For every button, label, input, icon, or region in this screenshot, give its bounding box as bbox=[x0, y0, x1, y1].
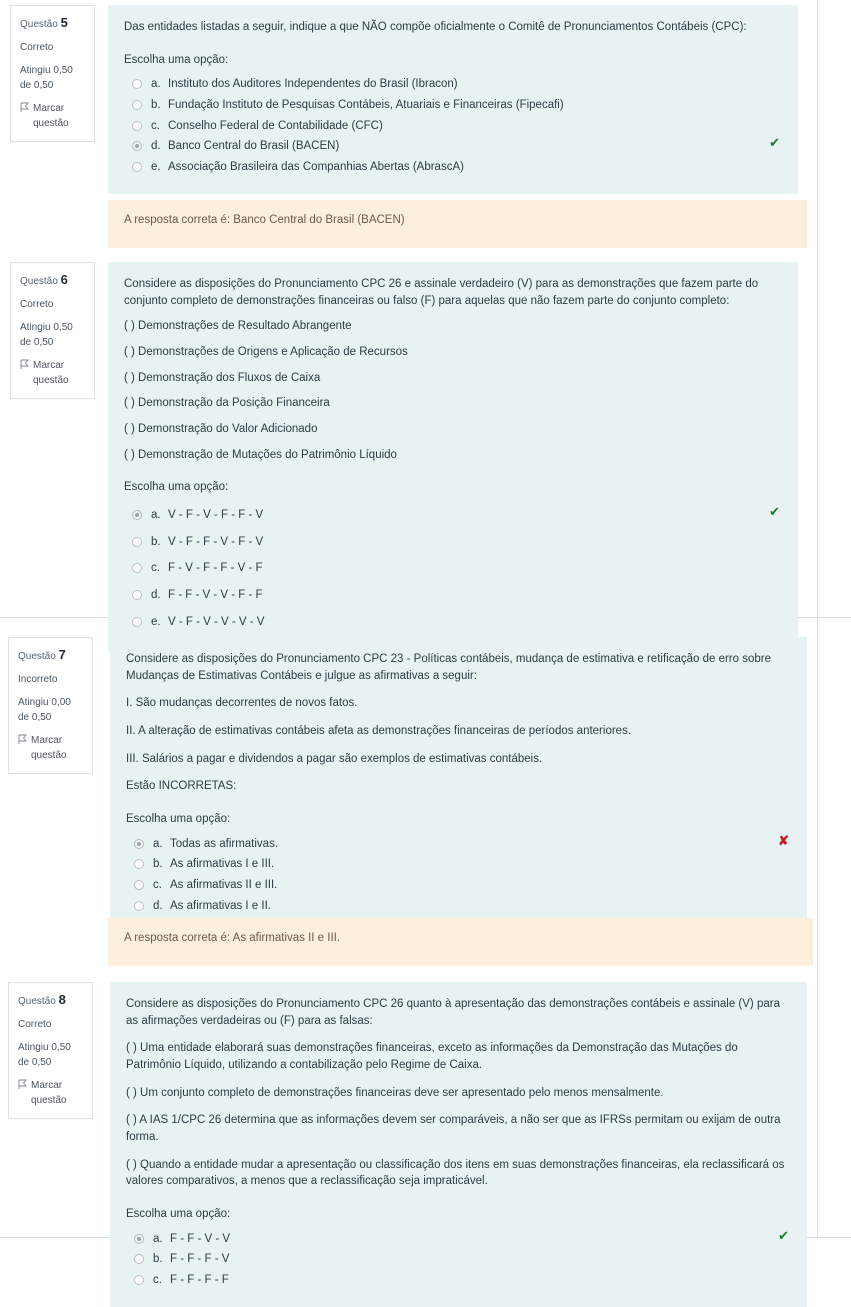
answer-option-b[interactable] bbox=[126, 1249, 789, 1270]
choose-option-prompt-5: Escolha uma opção: bbox=[124, 53, 229, 66]
answer-letter: b. bbox=[151, 535, 161, 548]
answer-letter: b. bbox=[151, 99, 161, 112]
question-word: Questão bbox=[20, 276, 58, 287]
flag-label-line1: Marcar bbox=[31, 1079, 63, 1091]
stem-line: ( ) Demonstrações de Resultado Abrangente bbox=[124, 320, 352, 333]
answer-option-a[interactable] bbox=[124, 74, 780, 95]
answer-text: Associação Brasileira das Companhias Abertas (AbrascA) bbox=[168, 161, 464, 174]
radio-a[interactable] bbox=[134, 1234, 144, 1244]
answer-text: As afirmativas I e III. bbox=[170, 858, 275, 871]
radio-d[interactable] bbox=[132, 590, 142, 600]
stem-line: ( ) Quando a entidade mudar a apresentação ou classificação dos itens em suas demonstrações financeiras, ela reclassificará os valores comparativos, a menos que a reclassificação seja impraticável. bbox=[126, 1158, 785, 1188]
question-content-6 bbox=[108, 262, 798, 651]
radio-a[interactable] bbox=[132, 510, 142, 520]
answer-option-d[interactable] bbox=[124, 582, 780, 609]
stem-line: Das entidades listadas a seguir, indique a que NÃO compõe oficialmente o Comitê de Pronunciamentos Contábeis (CPC): bbox=[124, 21, 747, 33]
question-block-8 bbox=[8, 982, 813, 1307]
answer-option-a[interactable] bbox=[124, 502, 780, 529]
answer-letter: c. bbox=[151, 119, 160, 132]
stem-line: II. A alteração de estimativas contábeis afeta as demonstrações financeiras de períodos anteriores. bbox=[126, 725, 632, 738]
question-content-5 bbox=[108, 5, 798, 194]
correct-icon: ✔ bbox=[769, 504, 780, 520]
question-state-7: Incorreto bbox=[18, 674, 58, 686]
radio-b[interactable] bbox=[132, 537, 142, 547]
stem-line: ( ) Um conjunto completo de demonstrações financeiras deve ser apresentado pelo menos mensalmente. bbox=[126, 1086, 664, 1099]
radio-c[interactable] bbox=[132, 563, 142, 573]
question-info-7 bbox=[8, 637, 93, 774]
answer-list-6 bbox=[124, 502, 780, 635]
flag-question-7[interactable] bbox=[18, 733, 83, 764]
question-grade-6: Atingiu 0,50 de 0,50 bbox=[20, 321, 73, 349]
radio-c[interactable] bbox=[134, 880, 144, 890]
question-stem-5 bbox=[124, 19, 780, 36]
radio-b[interactable] bbox=[134, 859, 144, 869]
answer-letter: e. bbox=[151, 161, 161, 174]
question-number-label-5 bbox=[20, 13, 85, 33]
answer-letter: e. bbox=[151, 615, 161, 628]
answer-text: Banco Central do Brasil (BACEN) bbox=[168, 140, 340, 153]
answer-letter: d. bbox=[153, 899, 163, 912]
question-state-8: Correto bbox=[18, 1019, 52, 1031]
answer-option-b[interactable] bbox=[124, 529, 780, 556]
incorrect-icon: ✘ bbox=[778, 832, 789, 848]
answer-option-e[interactable] bbox=[124, 609, 780, 636]
answer-letter: b. bbox=[153, 1253, 163, 1266]
flag-label-line2: questão bbox=[33, 118, 69, 130]
answer-letter: d. bbox=[151, 589, 161, 602]
answer-list-7 bbox=[126, 834, 789, 917]
flag-question-label-6 bbox=[33, 358, 85, 389]
flag-question-6[interactable] bbox=[20, 358, 85, 389]
question-number: 8 bbox=[58, 992, 67, 1007]
answer-option-a[interactable] bbox=[126, 834, 789, 855]
answer-text: V - F - V - V - V - V bbox=[168, 615, 265, 628]
question-number-label-7 bbox=[18, 645, 83, 665]
stem-line: Considere as disposições do Pronunciamento CPC 26 quanto à apresentação das demonstrações contábeis e assinale (V) para as afirmações verdadeiras ou (F) para as falsas: bbox=[126, 998, 780, 1027]
question-number: 6 bbox=[60, 272, 69, 287]
stem-line: ( ) Demonstração de Mutações do Patrimônio Líquido bbox=[124, 448, 397, 461]
flag-icon bbox=[18, 1079, 27, 1095]
stem-line: Considere as disposições do Pronunciamento CPC 26 e assinale verdadeiro (V) para as demonstrações que fazem parte do conjunto completo de demonstrações financeiras ou falso (F) para aquelas que não fazem parte do conjunto completo: bbox=[124, 278, 759, 307]
stem-line: Estão INCORRETAS: bbox=[126, 780, 237, 793]
answer-list-5 bbox=[124, 74, 780, 177]
radio-d[interactable] bbox=[132, 141, 142, 151]
answer-letter: d. bbox=[151, 140, 161, 153]
feedback-box-5 bbox=[108, 200, 807, 248]
stem-line: ( ) Demonstrações de Origens e Aplicação de Recursos bbox=[124, 346, 408, 359]
radio-b[interactable] bbox=[132, 100, 142, 110]
question-state-6: Correto bbox=[20, 299, 54, 311]
answer-list-8 bbox=[126, 1229, 789, 1291]
answer-text: Instituto dos Auditores Independentes do Brasil (Ibracon) bbox=[168, 78, 458, 91]
question-grade-8: Atingiu 0,50 de 0,50 bbox=[18, 1041, 71, 1069]
answer-option-c[interactable] bbox=[124, 116, 780, 137]
answer-option-a[interactable] bbox=[126, 1229, 789, 1250]
question-stem-7 bbox=[126, 651, 789, 795]
flag-label-line2: questão bbox=[31, 750, 67, 762]
flag-question-8[interactable] bbox=[18, 1078, 83, 1109]
radio-c[interactable] bbox=[134, 1275, 144, 1285]
answer-text: F - F - V - V - F - F bbox=[168, 589, 263, 602]
flag-icon bbox=[18, 734, 27, 750]
stem-line: III. Salários a pagar e dividendos a pagar são exemplos de estimativas contábeis. bbox=[126, 752, 543, 765]
question-content-7 bbox=[110, 637, 807, 932]
answer-text: F - F - F - V bbox=[170, 1253, 230, 1266]
radio-c[interactable] bbox=[132, 121, 142, 131]
flag-label-line1: Marcar bbox=[33, 102, 65, 114]
choose-option-prompt-8: Escolha uma opção: bbox=[126, 1208, 231, 1221]
flag-question-label-7 bbox=[31, 733, 83, 764]
choose-option-prompt-7: Escolha uma opção: bbox=[126, 813, 231, 826]
answer-letter: a. bbox=[151, 78, 161, 91]
flag-label-line2: questão bbox=[33, 375, 69, 387]
flag-label-line2: questão bbox=[31, 1095, 67, 1107]
question-state-5: Correto bbox=[20, 42, 54, 54]
question-block-5 bbox=[10, 5, 807, 194]
answer-option-d[interactable] bbox=[126, 896, 789, 917]
answer-letter: c. bbox=[153, 879, 162, 892]
page-right-border bbox=[817, 0, 818, 1237]
radio-a[interactable] bbox=[132, 79, 142, 89]
question-info-5 bbox=[10, 5, 95, 142]
answer-letter: a. bbox=[153, 837, 163, 850]
answer-option-b[interactable] bbox=[126, 854, 789, 875]
question-content-8 bbox=[110, 982, 807, 1307]
question-grade-7: Atingiu 0,00 de 0,50 bbox=[18, 696, 71, 724]
answer-text: As afirmativas II e III. bbox=[170, 879, 278, 892]
flag-question-label-8 bbox=[31, 1078, 83, 1109]
flag-label-line1: Marcar bbox=[33, 359, 65, 371]
question-info-8 bbox=[8, 982, 93, 1119]
stem-line: ( ) A IAS 1/CPC 26 determina que as informações devem ser comparáveis, a não ser que as IFRSs permitam ou exijam de outra forma. bbox=[126, 1114, 781, 1144]
answer-letter: a. bbox=[153, 1232, 163, 1245]
feedback-text-7: A resposta correta é: As afirmativas II e III. bbox=[124, 932, 341, 944]
flag-icon bbox=[20, 359, 29, 375]
radio-b[interactable] bbox=[134, 1254, 144, 1264]
radio-e[interactable] bbox=[132, 617, 142, 627]
answer-option-c[interactable] bbox=[126, 1270, 789, 1291]
flag-question-label-5 bbox=[33, 101, 85, 132]
correct-icon: ✔ bbox=[769, 135, 780, 151]
feedback-box-7 bbox=[108, 918, 813, 966]
stem-line: ( ) Demonstração do Valor Adicionado bbox=[124, 423, 318, 436]
answer-letter: c. bbox=[153, 1274, 162, 1287]
answer-letter: a. bbox=[151, 509, 161, 522]
stem-line: I. São mudanças decorrentes de novos fatos. bbox=[126, 697, 358, 710]
answer-text: V - F - F - V - F - V bbox=[168, 535, 264, 548]
flag-question-5[interactable] bbox=[20, 101, 85, 132]
answer-text: Conselho Federal de Contabilidade (CFC) bbox=[168, 119, 383, 132]
question-number-label-6 bbox=[20, 270, 85, 290]
question-stem-8 bbox=[126, 996, 789, 1190]
stem-line: ( ) Demonstração dos Fluxos de Caixa bbox=[124, 371, 321, 384]
question-block-6 bbox=[10, 262, 807, 651]
radio-e[interactable] bbox=[132, 162, 142, 172]
question-word: Questão bbox=[18, 651, 56, 662]
answer-text: F - F - V - V bbox=[170, 1232, 231, 1245]
answer-text: As afirmativas I e II. bbox=[170, 899, 271, 912]
answer-option-c[interactable] bbox=[126, 875, 789, 896]
stem-line: Considere as disposições do Pronunciamento CPC 23 - Políticas contábeis, mudança de estimativa e retificação de erro sobre Mudanças de Estimativas Contábeis e julgue as afirmativas a seguir: bbox=[126, 653, 771, 682]
answer-option-b[interactable] bbox=[124, 95, 780, 116]
radio-d[interactable] bbox=[134, 901, 144, 911]
question-grade-5: Atingiu 0,50 de 0,50 bbox=[20, 64, 73, 92]
answer-text: Todas as afirmativas. bbox=[170, 837, 279, 850]
answer-text: V - F - V - F - F - V bbox=[168, 509, 264, 522]
flag-label-line1: Marcar bbox=[31, 734, 63, 746]
question-number: 7 bbox=[58, 647, 67, 662]
stem-line: ( ) Demonstração da Posição Financeira bbox=[124, 397, 330, 410]
answer-text: F - F - F - F bbox=[170, 1274, 229, 1287]
answer-option-d[interactable] bbox=[124, 136, 780, 157]
answer-letter: b. bbox=[153, 858, 163, 871]
question-number: 5 bbox=[60, 15, 69, 30]
question-word: Questão bbox=[18, 996, 56, 1007]
answer-option-e[interactable] bbox=[124, 157, 780, 178]
feedback-text-5: A resposta correta é: Banco Central do Brasil (BACEN) bbox=[124, 214, 405, 226]
radio-a[interactable] bbox=[134, 839, 144, 849]
question-block-7 bbox=[8, 637, 813, 932]
flag-icon bbox=[20, 102, 29, 118]
question-number-label-8 bbox=[18, 990, 83, 1010]
stem-line: ( ) Uma entidade elaborará suas demonstrações financeiras, exceto as informações da Demonstração das Mutações do Patrimônio Líquido, utilizando a contabilização pelo Regime de Caixa. bbox=[126, 1042, 738, 1072]
question-info-6 bbox=[10, 262, 95, 399]
choose-option-prompt-6: Escolha uma opção: bbox=[124, 481, 229, 494]
question-stem-6 bbox=[124, 276, 780, 463]
question-word: Questão bbox=[20, 19, 58, 30]
answer-option-c[interactable] bbox=[124, 555, 780, 582]
answer-text: F - V - F - F - V - F bbox=[168, 562, 263, 575]
answer-text: Fundação Instituto de Pesquisas Contábeis, Atuariais e Financeiras (Fipecafi) bbox=[168, 99, 564, 112]
answer-letter: c. bbox=[151, 562, 160, 575]
correct-icon: ✔ bbox=[778, 1227, 789, 1243]
